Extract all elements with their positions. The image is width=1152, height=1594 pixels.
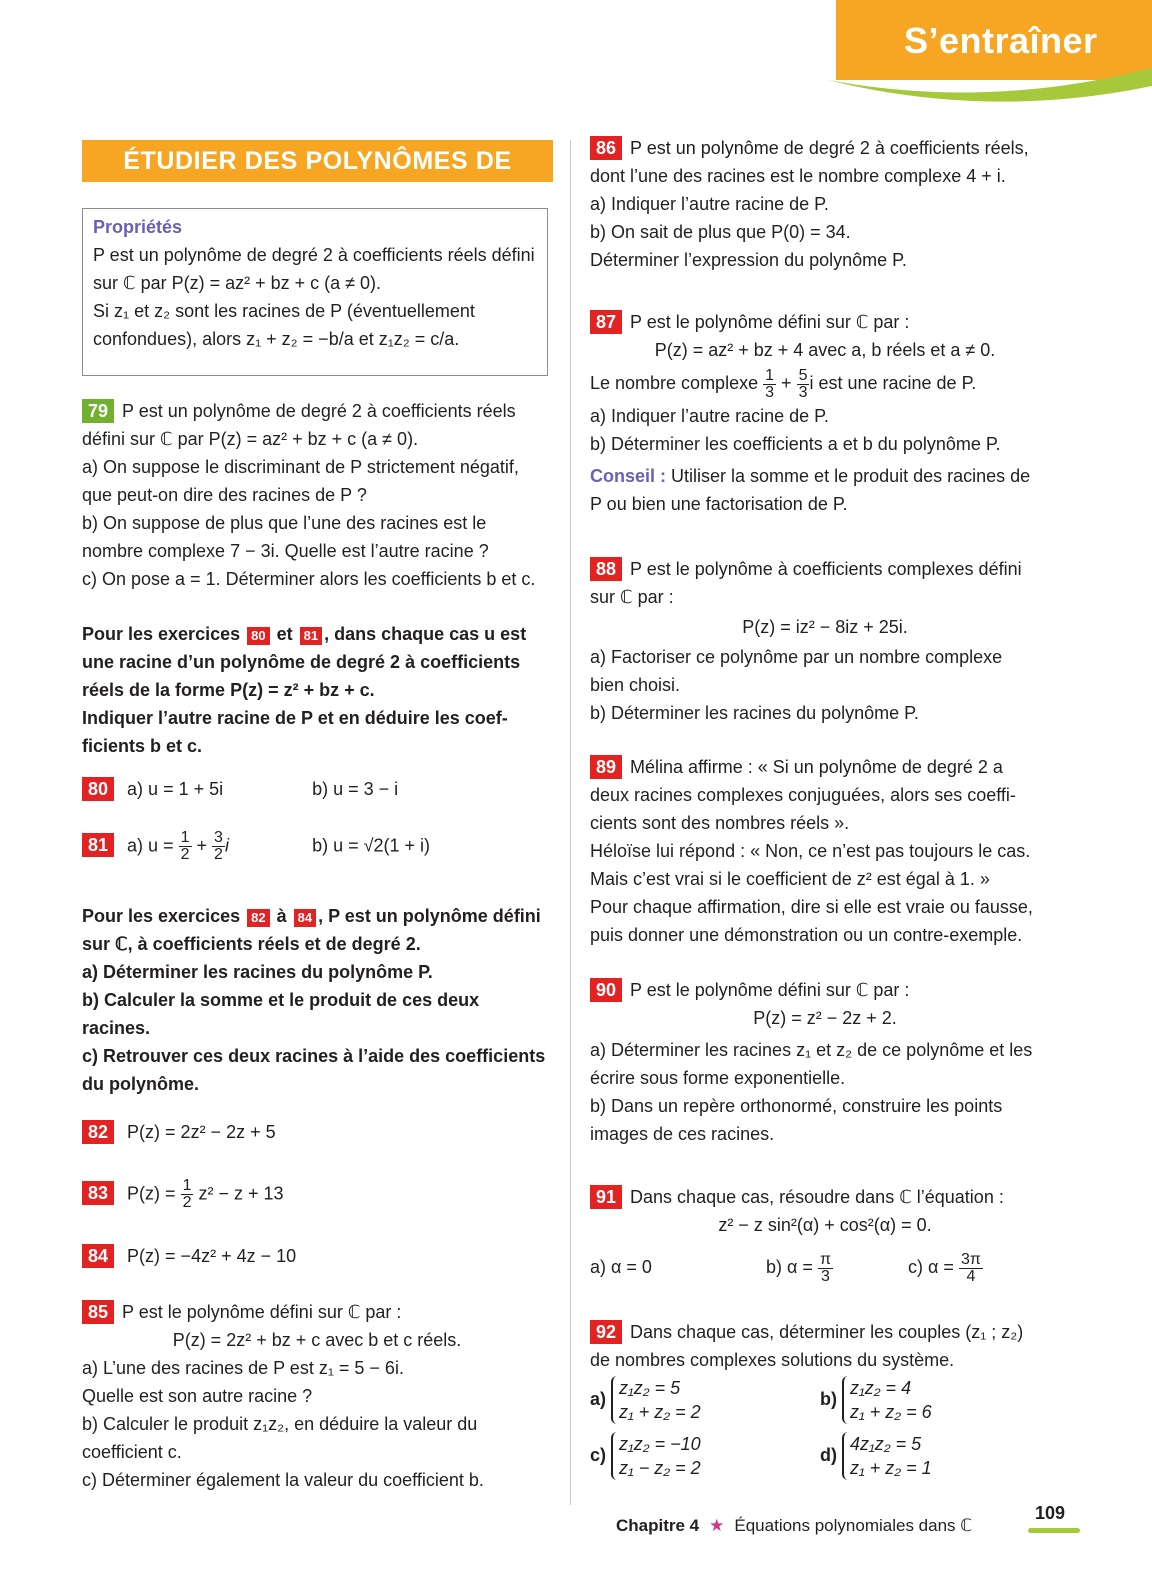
exercise-text: P est un polynôme de degré 2 à coefficients réels,	[630, 138, 1029, 158]
exercise-ref[interactable]: 82	[247, 909, 269, 927]
exercise-text: que peut-on dire des racines de P ?	[82, 485, 367, 505]
equation: z₁ − z₂ = 2	[619, 1458, 701, 1478]
exercise-part-label: c)	[590, 1444, 607, 1465]
equation-system	[611, 1376, 701, 1424]
exercise-83	[82, 1178, 284, 1211]
header-tab-label: S’entraîner	[904, 20, 1098, 61]
exercise-text: P(z) = az² + bz + 4 avec a, b réels et a ≠ 0.	[654, 340, 996, 360]
exercise-part: a) u =	[127, 835, 174, 856]
fraction-denominator: 3	[821, 1267, 830, 1285]
exercise-79	[82, 397, 552, 593]
properties-line: P est un polynôme de degré 2 à coefficients réels défini	[93, 245, 535, 265]
equation-system	[611, 1432, 701, 1480]
exercise-text: images de ces racines.	[590, 1124, 775, 1144]
exercise-87	[590, 308, 1060, 518]
star-icon: ★	[709, 1516, 725, 1535]
fraction-denominator: 3	[798, 383, 808, 401]
properties-box	[82, 208, 548, 376]
exercise-text: deux racines complexes conjuguées, alors ses coeffi-	[590, 785, 1016, 805]
equation: z₁z₂ = 5	[619, 1378, 681, 1398]
exercise-part-label: b)	[820, 1388, 837, 1409]
exercise-ref[interactable]: 80	[247, 627, 269, 645]
math-operator: +	[196, 835, 208, 856]
instruction-text: sur ℂ, à coefficients réels et de degré 2.	[82, 934, 421, 954]
instruction-text: , P est un polynôme défini	[318, 906, 541, 926]
equation: z₁ + z₂ = 2	[619, 1402, 701, 1422]
exercise-text: a) On suppose le discriminant de P strictement négatif,	[82, 457, 519, 477]
instruction-text: b) Calculer la somme et le produit de ces deux	[82, 990, 480, 1010]
exercise-ref[interactable]: 81	[300, 627, 322, 645]
exercise-text: cients sont des nombres réels ».	[590, 813, 850, 833]
exercise-number: 81	[82, 833, 114, 857]
footer	[616, 1516, 972, 1536]
exercise-92	[590, 1318, 1060, 1480]
equation-system	[842, 1432, 932, 1480]
tip-text: Utiliser la somme et le produit des racines de	[671, 466, 1031, 486]
exercise-text: i est une racine de P.	[809, 373, 977, 393]
header-swoosh	[828, 60, 1152, 110]
fraction-denominator: 2	[214, 846, 223, 863]
exercise-number: 84	[82, 1244, 114, 1268]
instruction-text: réels de la forme P(z) = z² + bz + c.	[82, 680, 375, 700]
math-symbol: i	[224, 835, 229, 856]
instructions-82-84	[82, 902, 552, 1098]
exercise-91	[590, 1183, 1060, 1287]
exercise-90	[590, 976, 1060, 1148]
instruction-text: une racine d’un polynôme de degré 2 à coefficients	[82, 652, 521, 672]
exercise-part: c) α =	[908, 1257, 954, 1277]
exercise-part-label: d)	[820, 1444, 837, 1465]
exercise-part: b) α =	[766, 1257, 813, 1277]
exercise-ref[interactable]: 84	[294, 909, 316, 927]
exercise-85	[82, 1298, 552, 1494]
exercise-text: P est un polynôme de degré 2 à coefficients réels	[122, 401, 516, 421]
fraction-numerator: 1	[182, 1177, 192, 1194]
exercise-text: Pour chaque affirmation, dire si elle est vraie ou fausse,	[590, 897, 1033, 917]
exercise-text: Dans chaque cas, déterminer les couples (z₁ ; z₂)	[630, 1322, 1024, 1342]
exercise-text: dont l’une des racines est le nombre complexe 4 + i.	[590, 166, 1006, 186]
exercise-part: a) u = 1 + 5i	[127, 779, 224, 799]
exercise-number: 89	[590, 755, 622, 779]
exercise-text: b) Dans un repère orthonormé, construire les points	[590, 1096, 1003, 1116]
exercise-81	[82, 830, 552, 863]
exercise-text: c) Déterminer également la valeur du coefficient b.	[82, 1470, 484, 1490]
exercise-text: a) Factoriser ce polynôme par un nombre complexe	[590, 647, 1003, 667]
fraction-denominator: 4	[966, 1267, 976, 1285]
exercise-text: z² − z sin²(α) + cos²(α) = 0.	[718, 1215, 932, 1235]
instruction-text: et	[276, 624, 293, 644]
equation: 4z₁z₂ = 5	[850, 1434, 922, 1454]
exercise-number: 79	[82, 399, 114, 423]
instruction-text: Indiquer l’autre racine de P et en déduire les coef-	[82, 708, 508, 728]
exercise-text: Déterminer l’expression du polynôme P.	[590, 250, 907, 270]
exercise-text: b) On suppose de plus que l’une des racines est le	[82, 513, 487, 533]
exercise-part: b) u = 3 − i	[312, 779, 399, 799]
instruction-text: à	[276, 906, 287, 926]
exercise-expression: P(z) = 2z² − 2z + 5	[127, 1122, 276, 1142]
exercise-text: coefficient c.	[82, 1442, 182, 1462]
tip-label: Conseil :	[590, 466, 667, 486]
equation: z₁z₂ = −10	[619, 1434, 701, 1454]
fraction-numerator: 3	[214, 829, 223, 846]
exercise-text: a) Indiquer l’autre racine de P.	[590, 194, 829, 214]
exercise-part: a) α = 0	[590, 1257, 652, 1277]
exercise-text: c) On pose a = 1. Déterminer alors les coefficients b et c.	[82, 569, 536, 589]
exercise-text: b) Déterminer les racines du polynôme P.	[590, 703, 919, 723]
exercise-80	[82, 775, 552, 803]
exercise-text: P est le polynôme défini sur ℂ par :	[630, 312, 910, 332]
exercise-number: 86	[590, 136, 622, 160]
exercise-expression: P(z) =	[127, 1183, 176, 1204]
exercise-text: P(z) = z² − 2z + 2.	[753, 1008, 897, 1028]
exercise-86	[590, 134, 1060, 274]
fraction-numerator: π	[819, 1250, 831, 1268]
exercise-number: 82	[82, 1120, 114, 1144]
instruction-text: du polynôme.	[82, 1074, 199, 1094]
column-divider	[570, 140, 571, 1505]
properties-line: sur ℂ par P(z) = az² + bz + c (a ≠ 0).	[93, 273, 382, 293]
instruction-text: Pour les exercices	[82, 624, 241, 644]
exercise-number: 83	[82, 1181, 114, 1205]
instruction-text: c) Retrouver ces deux racines à l’aide des coefficients	[82, 1046, 546, 1066]
exercise-text: de nombres complexes solutions du système.	[590, 1350, 955, 1370]
equation-system	[842, 1376, 932, 1424]
exercise-text: bien choisi.	[590, 675, 681, 695]
exercise-88	[590, 555, 1060, 727]
exercise-text: Héloïse lui répond : « Non, ce n’est pas toujours le cas.	[590, 841, 1031, 861]
fraction-denominator: 2	[180, 846, 190, 863]
instructions-80-81	[82, 620, 552, 760]
exercise-text: Mélina affirme : « Si un polynôme de degré 2 a	[630, 757, 1003, 777]
properties-line: Si z₁ et z₂ sont les racines de P (éventuellement	[93, 301, 475, 321]
exercise-text: P(z) = iz² − 8iz + 25i.	[742, 617, 908, 637]
exercise-text: nombre complexe 7 − 3i. Quelle est l’autre racine ?	[82, 541, 489, 561]
tip-text: P ou bien une factorisation de P.	[590, 494, 848, 514]
instruction-text: racines.	[82, 1018, 151, 1038]
properties-title: Propriétés	[93, 217, 183, 237]
exercise-number: 90	[590, 978, 622, 1002]
section-title: ÉTUDIER DES POLYNÔMES DE DEGRÉ 2	[82, 140, 553, 182]
exercise-expression: P(z) = −4z² + 4z − 10	[127, 1246, 297, 1266]
exercise-text: défini sur ℂ par P(z) = az² + bz + c (a ≠ 0).	[82, 429, 419, 449]
fraction-numerator: 1	[180, 829, 190, 846]
exercise-text: a) L’une des racines de P est z₁ = 5 − 6i.	[82, 1358, 404, 1378]
exercise-number: 85	[82, 1300, 114, 1324]
fraction-numerator: 5	[798, 366, 808, 384]
fraction-numerator: 3π	[960, 1250, 981, 1268]
equation: z₁ + z₂ = 1	[850, 1458, 932, 1478]
page-number: 109	[1035, 1503, 1066, 1523]
exercise-number: 88	[590, 557, 622, 581]
instruction-text: , dans chaque cas u est	[324, 624, 527, 644]
equation: z₁z₂ = 4	[850, 1378, 912, 1398]
exercise-text: P(z) = 2z² + bz + c avec b et c réels.	[172, 1330, 462, 1350]
exercise-number: 92	[590, 1320, 622, 1344]
exercise-84	[82, 1242, 296, 1270]
exercise-number: 87	[590, 310, 622, 334]
exercise-82	[82, 1118, 276, 1146]
exercise-text: b) Déterminer les coefficients a et b du polynôme P.	[590, 434, 1001, 454]
properties-line: confondues), alors z₁ + z₂ = −b/a et z₁z₂ = c/a.	[93, 329, 460, 349]
exercise-text: Dans chaque cas, résoudre dans ℂ l’équation :	[630, 1187, 1004, 1207]
exercise-text: P est le polynôme à coefficients complexes défini	[630, 559, 1022, 579]
exercise-text: b) On sait de plus que P(0) = 34.	[590, 222, 851, 242]
exercise-text: a) Déterminer les racines z₁ et z₂ de ce polynôme et les	[590, 1040, 1033, 1060]
fraction-denominator: 3	[765, 383, 775, 401]
exercise-number: 91	[590, 1185, 622, 1209]
exercise-text: Mais c’est vrai si le coefficient de z² est égal à 1. »	[590, 869, 990, 889]
exercise-part: b) u = √2(1 + i)	[312, 835, 430, 856]
exercise-text: Quelle est son autre racine ?	[82, 1386, 313, 1406]
footer-chapter: Chapitre 4	[616, 1516, 700, 1535]
exercise-text: P est le polynôme défini sur ℂ par :	[630, 980, 910, 1000]
instruction-text: a) Déterminer les racines du polynôme P.	[82, 962, 433, 982]
exercise-text: P est le polynôme défini sur ℂ par :	[122, 1302, 402, 1322]
exercise-number: 80	[82, 777, 114, 801]
exercise-text: a) Indiquer l’autre racine de P.	[590, 406, 829, 426]
fraction-denominator: 2	[182, 1194, 192, 1211]
footer-title: Équations polynomiales dans ℂ	[734, 1516, 973, 1535]
exercise-text: écrire sous forme exponentielle.	[590, 1068, 846, 1088]
instruction-text: ficients b et c.	[82, 736, 203, 756]
exercise-text: Le nombre complexe	[590, 373, 759, 393]
exercise-text: sur ℂ par :	[590, 587, 674, 607]
math-operator: +	[781, 373, 792, 393]
fraction-numerator: 1	[765, 366, 775, 384]
exercise-89	[590, 753, 1060, 949]
exercise-part-label: a)	[590, 1388, 607, 1409]
exercise-text: b) Calculer le produit z₁z₂, en déduire la valeur du	[82, 1414, 478, 1434]
page-number-underline	[1028, 1528, 1080, 1533]
equation: z₁ + z₂ = 6	[850, 1402, 932, 1422]
instruction-text: Pour les exercices	[82, 906, 241, 926]
exercise-text: puis donner une démonstration ou un contre-exemple.	[590, 925, 1023, 945]
exercise-expression: z² − z + 13	[198, 1183, 284, 1204]
